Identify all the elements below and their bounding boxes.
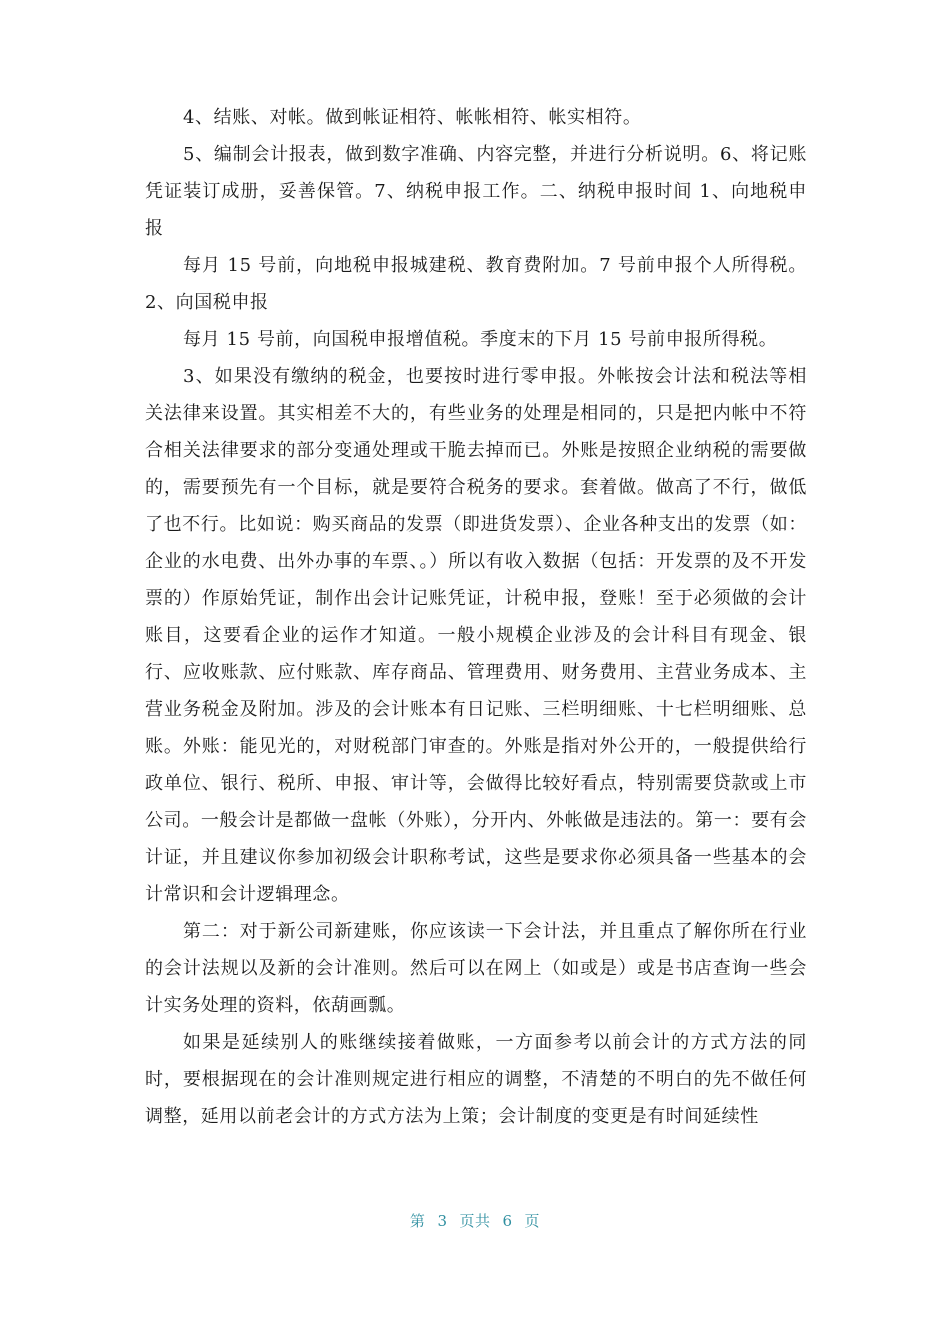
paragraph-6: 第二：对于新公司新建账，你应该读一下会计法，并且重点了解你所在行业的会计法规以及新的会计准则。然后可以在网上（如或是）或是书店查询一些会计实务处理的资料，依葫画瓢。 [145, 921, 807, 1016]
paragraph-5: 3、如果没有缴纳的税金，也要按时进行零申报。外帐按会计法和税法等相关法律来设置。其实相差不大的，有些业务的处理是相同的，只是把内帐中不符合相关法律要求的部分变通处理或干脆去掉而已。外账是按照企业纳税的需要做的，需要预先有一个目标，就是要符合税务的要求。套着做。做高了不行，做低了也不行。比如说：购买商品的发票（即进货发票）、企业各种支出的发票（如：企业的水电费、出外办事的车票、。）所以有收入数据（包括：开发票的及不开发票的）作原始凭证，制作出会计记账凭证，计税申报，登账！至于必须做的会计账目，这要看企业的运作才知道。一般小规模企业涉及的会计科目有现金、银行、应收账款、应付账款、库存商品、管理费用、财务费用、主营业务成本、主营业务税金及附加。涉及的会计账本有日记账、三栏明细账、十七栏明细账、总账。外账：能见光的，对财税部门审查的。外账是指对外公开的，一般提供给行政单位、银行、税所、申报、审计等，会做得比较好看点，特别需要贷款或上市公司。一般会计是都做一盘帐（外账），分开内、外帐做是违法的。第一：要有会计证，并且建议你参加初级会计职称考试，这些是要求你必须具备一些基本的会计常识和会计逻辑理念。 [145, 366, 807, 905]
footer-page-number: 3 [437, 1212, 448, 1230]
paragraph-2: 5、编制会计报表，做到数字准确、内容完整，并进行分析说明。6、将记账凭证装订成册，妥善保管。7、纳税申报工作。二、纳税申报时间 1、向地税申报 [145, 144, 807, 239]
paragraph-4: 每月 15 号前，向国税申报增值税。季度末的下月 15 号前申报所得税。 [183, 329, 778, 350]
footer-ye-gong: 页共 [459, 1212, 491, 1230]
page-footer [0, 1210, 950, 1231]
document-body [145, 99, 807, 1135]
paragraph-3: 每月 15 号前，向地税申报城建税、教育费附加。7 号前申报个人所得税。2、向国税申报 [145, 255, 807, 313]
footer-ye: 页 [524, 1212, 541, 1230]
footer-total-pages: 6 [502, 1212, 513, 1230]
paragraph-1: 4、结账、对帐。做到帐证相符、帐帐相符、帐实相符。 [183, 107, 642, 128]
footer-di: 第 [409, 1212, 426, 1230]
paragraph-7: 如果是延续别人的账继续接着做账，一方面参考以前会计的方式方法的同时，要根据现在的会计准则规定进行相应的调整，不清楚的不明白的先不做任何调整，延用以前老会计的方式方法为上策；会计制度的变更是有时间延续性 [145, 1032, 807, 1127]
